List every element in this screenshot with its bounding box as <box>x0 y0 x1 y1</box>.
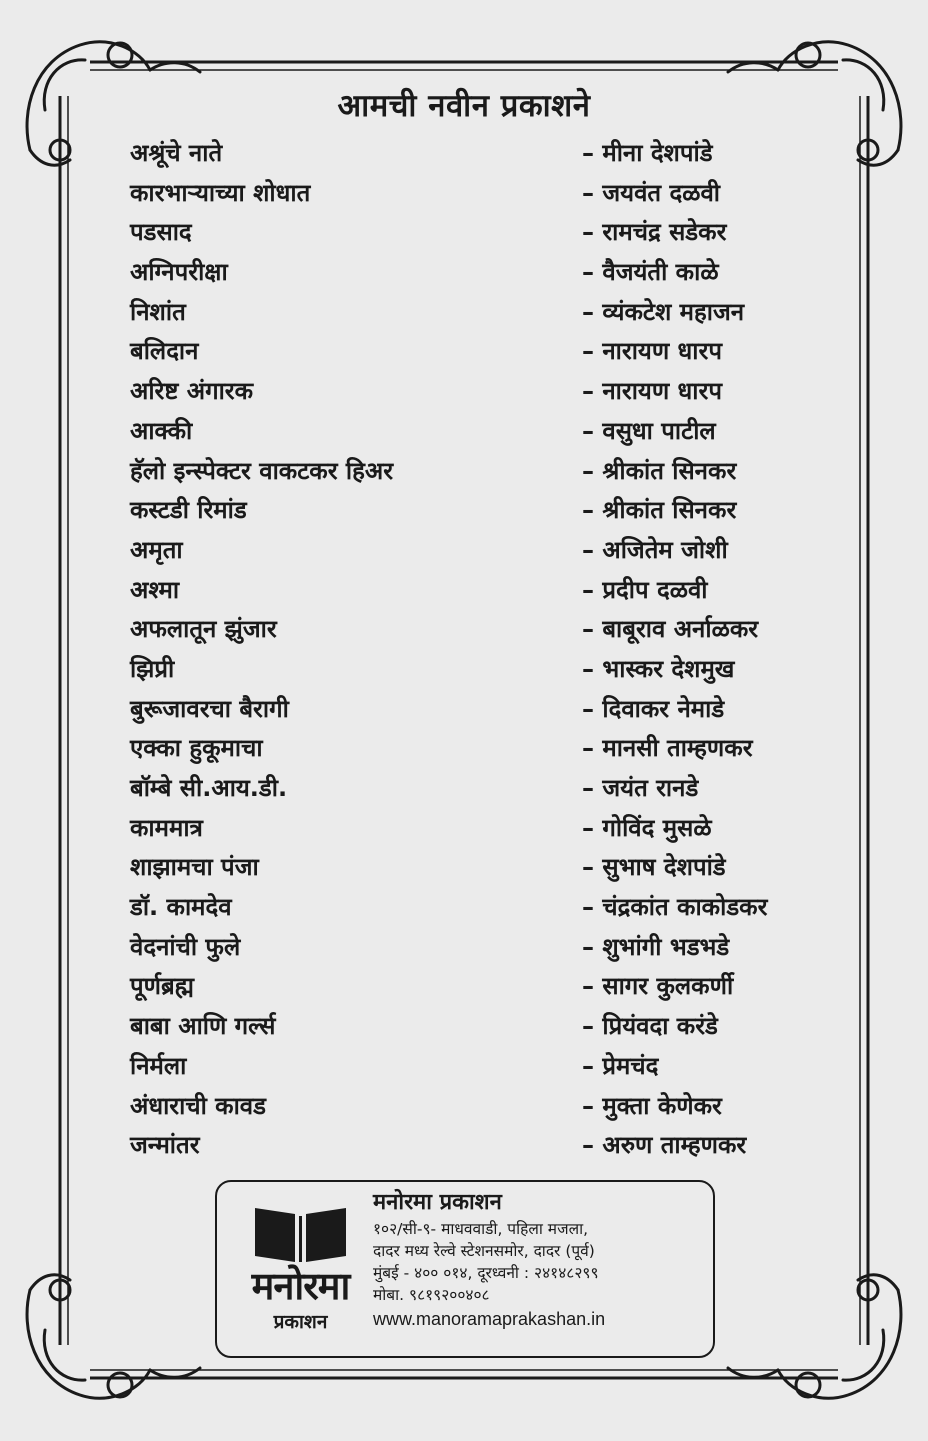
publisher-logo <box>233 1202 368 1342</box>
book-title: झिप्री <box>130 654 175 683</box>
book-title: पडसाद <box>130 218 192 247</box>
book-author: – गोविंद मुसळे <box>582 813 712 842</box>
book-row <box>0 1047 928 1087</box>
book-author: – रामचंद्र सडेकर <box>582 218 727 247</box>
book-row <box>0 293 928 333</box>
book-title: एक्का हुकूमाचा <box>130 734 263 763</box>
book-row <box>0 213 928 253</box>
book-title: कस्टडी रिमांड <box>130 496 247 525</box>
book-title: वेदनांची फुले <box>130 932 241 961</box>
book-author: – सुभाष देशपांडे <box>582 853 726 882</box>
book-author: – चंद्रकांत काकोडकर <box>582 893 768 922</box>
open-book-icon <box>233 1202 368 1266</box>
book-author: – भास्कर देशमुख <box>582 654 735 683</box>
book-row <box>0 888 928 928</box>
book-author: – जयवंत दळवी <box>582 178 721 207</box>
book-title: डॉ. कामदेव <box>130 893 232 922</box>
book-row <box>0 610 928 650</box>
book-author: – मुक्ता केणेकर <box>582 1091 722 1120</box>
book-author: – नारायण धारप <box>582 377 722 406</box>
publisher-name: मनोरमा प्रकाशन <box>373 1190 502 1215</box>
book-author: – सागर कुलकर्णी <box>582 972 734 1001</box>
book-author: – प्रियंवदा करंडे <box>582 1012 718 1041</box>
book-row <box>0 809 928 849</box>
book-title: अश्रूंचे नाते <box>130 139 223 167</box>
address-line-3: मुंबई - ४०० ०१४, दूरध्वनी : २४१४८२९९ <box>373 1264 599 1282</box>
book-row <box>0 372 928 412</box>
book-row <box>0 967 928 1007</box>
book-row <box>0 332 928 372</box>
book-row <box>0 928 928 968</box>
book-row <box>0 650 928 690</box>
book-title: शाझामचा पंजा <box>130 853 259 882</box>
book-title: अंधाराची कावड <box>130 1091 266 1120</box>
logo-subtitle: प्रकाशन <box>273 1311 328 1333</box>
book-author: – प्रेमचंद <box>582 1051 659 1080</box>
book-author: – दिवाकर नेमाडे <box>582 694 725 723</box>
book-row <box>0 848 928 888</box>
book-author: – प्रदीप दळवी <box>582 575 708 604</box>
book-title: अग्निपरीक्षा <box>130 258 228 287</box>
book-title: निशांत <box>130 297 186 326</box>
book-title: काममात्र <box>130 813 203 842</box>
book-title: निर्मला <box>130 1051 187 1080</box>
book-author: – व्यंकटेश महाजन <box>582 297 745 326</box>
book-author: – जयंत रानडे <box>582 774 699 802</box>
book-row <box>0 491 928 531</box>
book-title: अश्मा <box>130 575 180 604</box>
book-title: पूर्णब्रह्म <box>130 972 194 1001</box>
book-list <box>0 134 928 1166</box>
book-title: आक्की <box>130 416 193 445</box>
book-row <box>0 531 928 571</box>
book-row <box>0 571 928 611</box>
book-title: जन्मांतर <box>130 1131 200 1160</box>
book-row <box>0 690 928 730</box>
book-author: – अरुण ताम्हणकर <box>582 1131 747 1160</box>
book-title: कारभाऱ्याच्या शोधात <box>130 178 311 207</box>
book-row <box>0 1007 928 1047</box>
logo-wordmark: मनोरमा <box>251 1264 350 1308</box>
publisher-details <box>373 1188 713 1332</box>
book-row <box>0 452 928 492</box>
page-title: आमची नवीन प्रकाशने <box>337 88 591 124</box>
book-row <box>0 134 928 174</box>
mobile-number: मोबा. ९८१९२००४०८ <box>373 1286 490 1304</box>
website-link[interactable]: www.manoramaprakashan.in <box>373 1309 606 1329</box>
book-row <box>0 729 928 769</box>
book-author: – वसुधा पाटील <box>582 416 716 445</box>
book-row <box>0 1087 928 1127</box>
book-author: – बाबूराव अर्नाळकर <box>582 615 759 644</box>
book-title: हॅलो इन्स्पेक्टर वाकटकर हिअर <box>130 456 394 485</box>
book-title: अमृता <box>130 535 183 564</box>
book-author: – अजितेम जोशी <box>582 535 728 564</box>
book-title: बॉम्बे सी.आय.डी. <box>130 774 288 802</box>
address-line-2: दादर मध्य रेल्वे स्टेशनसमोर, दादर (पूर्व) <box>373 1242 595 1260</box>
book-author: – वैजयंती काळे <box>582 258 719 287</box>
book-title: बलिदान <box>130 337 199 366</box>
book-row <box>0 412 928 452</box>
book-row <box>0 253 928 293</box>
book-row <box>0 1126 928 1166</box>
book-title: अफलातून झुंजार <box>130 615 277 644</box>
book-author: – शुभांगी भडभडे <box>582 932 730 961</box>
book-author: – मीना देशपांडे <box>582 139 713 167</box>
publisher-box <box>215 1180 715 1358</box>
book-author: – श्रीकांत सिनकर <box>582 456 737 485</box>
book-row <box>0 769 928 809</box>
book-author: – श्रीकांत सिनकर <box>582 496 737 525</box>
book-author: – नारायण धारप <box>582 337 722 366</box>
book-row <box>0 174 928 214</box>
book-title: अरिष्ट अंगारक <box>130 377 254 406</box>
book-title: बुरूजावरचा बैरागी <box>130 694 289 723</box>
book-author: – मानसी ताम्हणकर <box>582 734 753 763</box>
book-title: बाबा आणि गर्ल्स <box>130 1012 276 1041</box>
address-line-1: १०२/सी-९- माधववाडी, पहिला मजला, <box>373 1220 589 1238</box>
